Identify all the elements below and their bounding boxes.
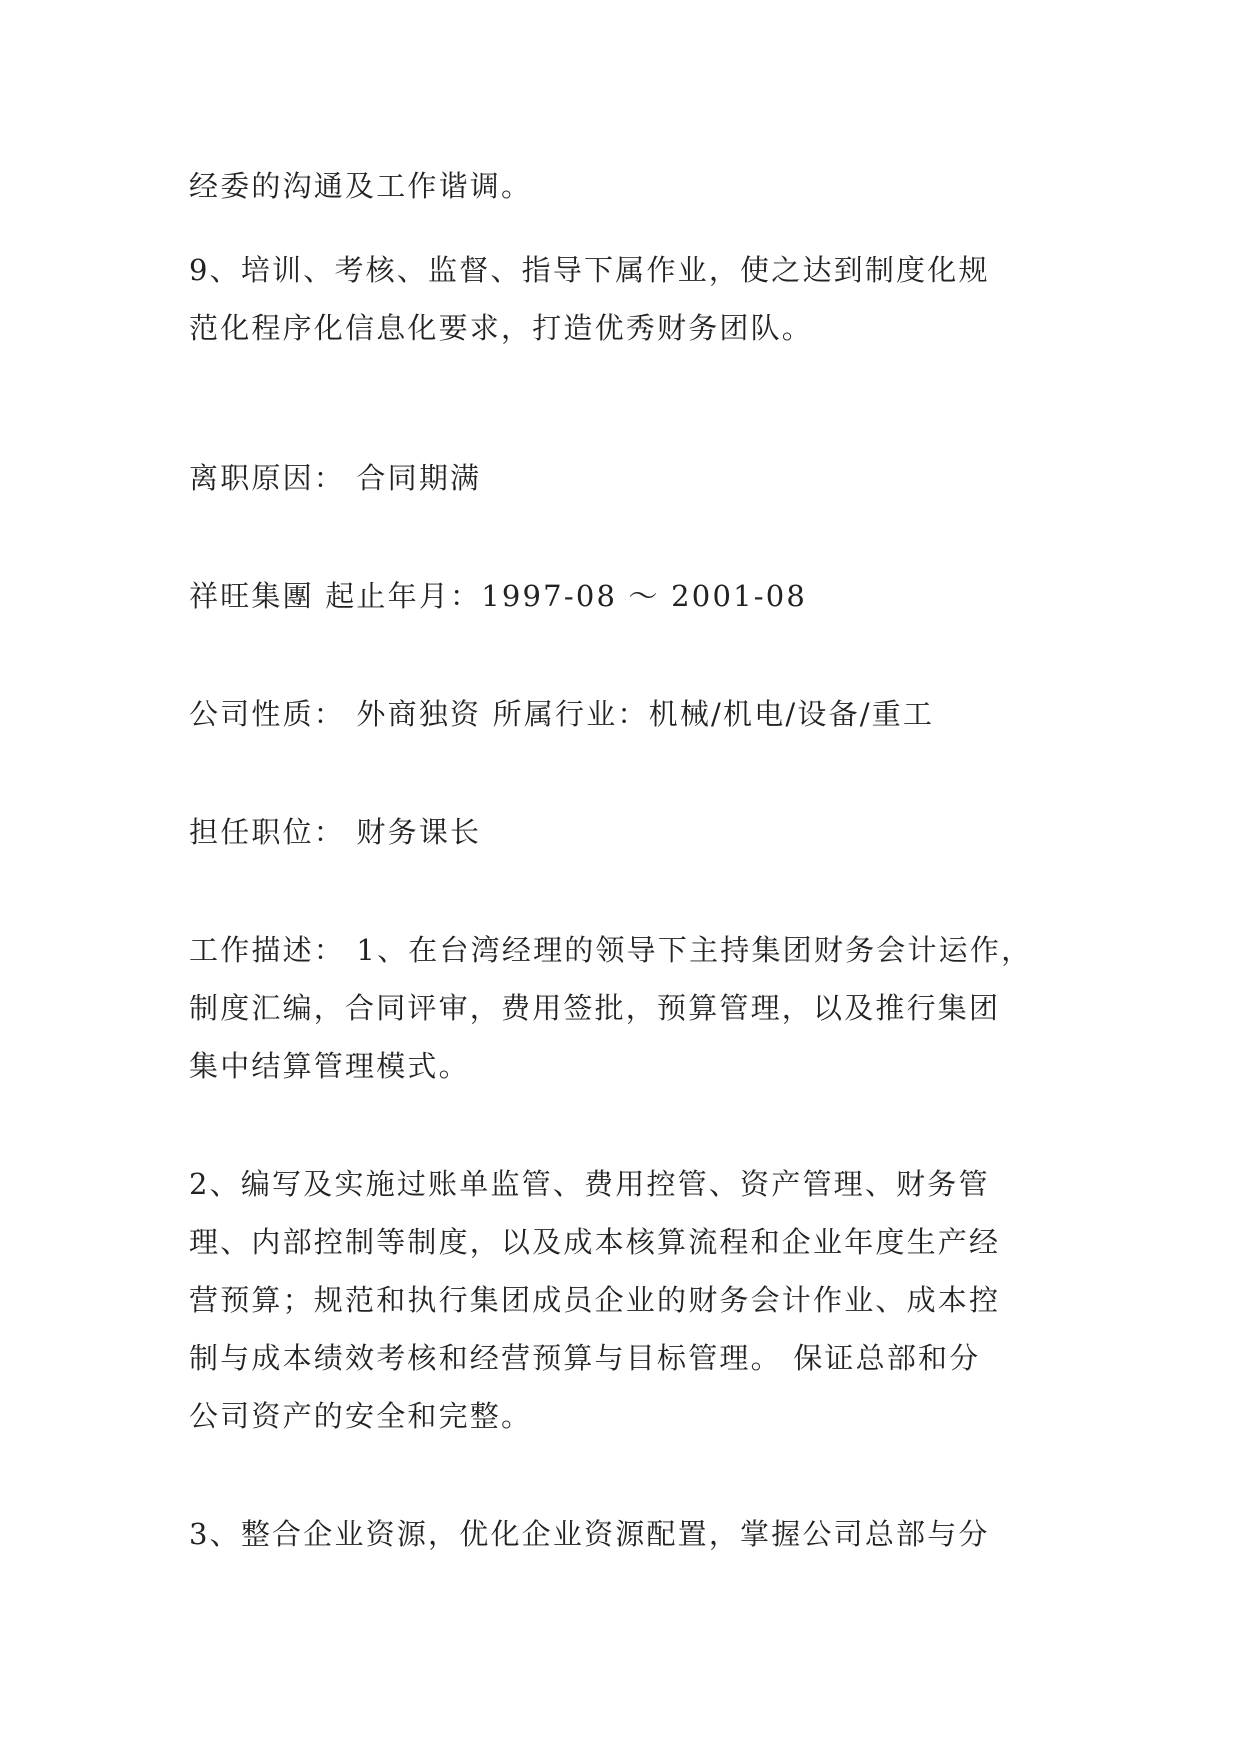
- text-line: 制与成本绩效考核和经营预算与目标管理。 保证总部和分: [189, 1341, 981, 1375]
- text-line: 制度汇编，合同评审，费用签批，预算管理，以及推行集团: [189, 991, 1001, 1025]
- text-line: 公司资产的安全和完整。: [189, 1399, 533, 1433]
- text-line: 经委的沟通及工作谐调。: [189, 169, 533, 203]
- text-line: 集中结算管理模式。: [189, 1049, 470, 1083]
- text-line: 2、编写及实施过账单监管、费用控管、资产管理、财务管: [189, 1167, 990, 1201]
- text-line: 范化程序化信息化要求，打造优秀财务团队。: [189, 311, 814, 345]
- text-line: 公司性质： 外商独资 所属行业：机械/机电/设备/重工: [189, 697, 935, 731]
- text-line: 9、培训、考核、监督、指导下属作业，使之达到制度化规: [189, 253, 990, 287]
- text-line: 担任职位： 财务课长: [189, 815, 482, 849]
- text-line: 营预算；规范和执行集团成员企业的财务会计作业、成本控: [189, 1283, 1001, 1317]
- text-line: 离职原因： 合同期满: [189, 461, 482, 495]
- text-line: 3、整合企业资源，优化企业资源配置，掌握公司总部与分: [189, 1517, 990, 1551]
- text-line: 理、内部控制等制度，以及成本核算流程和企业年度生产经: [189, 1225, 1001, 1259]
- text-line: 工作描述： 1、在台湾经理的领导下主持集团财务会计运作，: [189, 933, 1033, 967]
- text-line: 祥旺集團 起止年月：1997-08 ～ 2001-08: [189, 579, 808, 613]
